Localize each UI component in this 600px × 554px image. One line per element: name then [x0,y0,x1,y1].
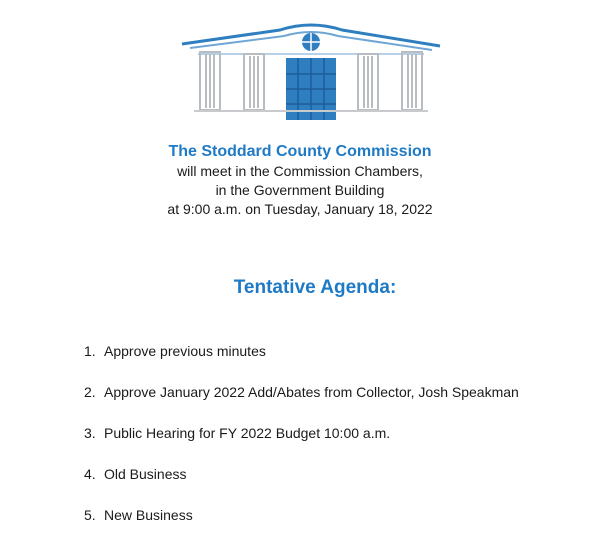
agenda-number: 1. [84,343,96,359]
agenda-item-3 [84,424,519,465]
left-columns [200,52,264,110]
right-columns [358,52,422,110]
agenda-number: 2. [84,384,96,400]
commission-title: The Stoddard County Commission [168,143,432,160]
government-building-logo-icon [180,22,442,122]
notice-line-2: in the Government Building [215,182,385,198]
agenda-item-4 [84,465,519,506]
meeting-notice [0,142,600,219]
agenda-number: 4. [84,466,96,482]
agenda-item-1 [84,342,519,383]
agenda-text: New Business [104,507,193,523]
agenda-item-2 [84,383,519,424]
agenda-list [84,342,519,547]
agenda-number: 3. [84,425,96,441]
agenda-item-5 [84,506,519,547]
agenda-text: Approve January 2022 Add/Abates from Collector, Josh Speakman [104,384,519,400]
agenda-text: Old Business [104,466,187,482]
notice-line-3: at 9:00 a.m. on Tuesday, January 18, 2022 [167,201,433,217]
agenda-text: Public Hearing for FY 2022 Budget 10:00 a.m. [104,425,391,441]
agenda-heading: Tentative Agenda: [233,277,397,298]
agenda-number: 5. [84,507,96,523]
notice-line-1: will meet in the Commission Chambers, [177,163,423,179]
agenda-text: Approve previous minutes [104,343,266,359]
